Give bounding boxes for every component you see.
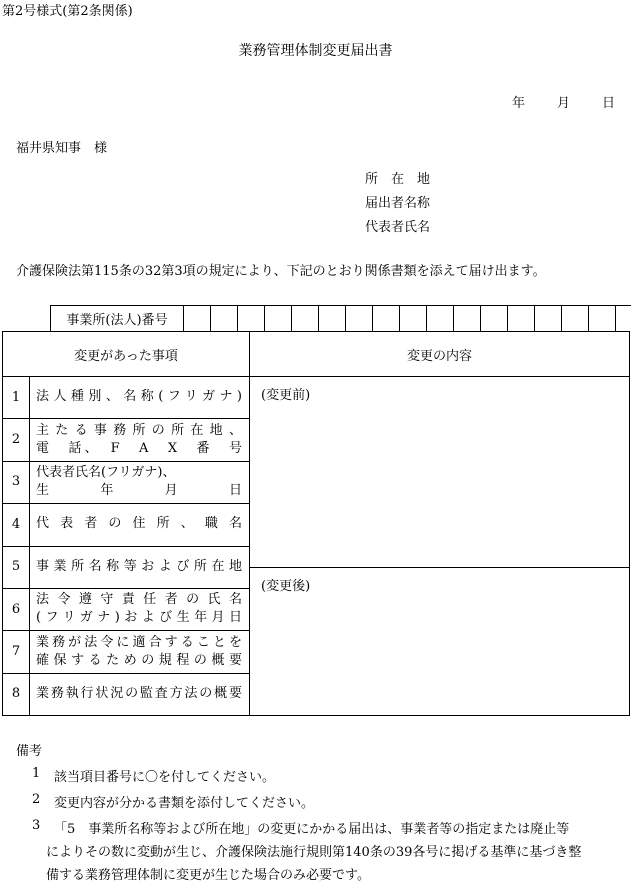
- before-change-label: (変更前): [261, 388, 311, 403]
- item-description-line: 事業所名称等および所在地: [36, 558, 242, 574]
- note-text: 「5 事業所名称等および所在地」の変更にかかる届出は、事業者等の指定または廃止等: [54, 822, 570, 837]
- item-description-line: 電 話、 F A X 番 号: [36, 440, 242, 456]
- note-number: 1: [32, 766, 41, 781]
- before-after-divider: [249, 567, 629, 568]
- item-number[interactable]: 3: [11, 474, 21, 490]
- office-number-digit-box[interactable]: [238, 306, 265, 331]
- office-number-label: 事業所(法人)番号: [51, 306, 184, 331]
- changed-item-row: [3, 588, 249, 630]
- office-number-digit-box[interactable]: [616, 306, 631, 331]
- changed-item-row: [3, 673, 249, 715]
- row-divider: [3, 418, 249, 419]
- office-number-digit-box[interactable]: [508, 306, 535, 331]
- change-table: [2, 331, 630, 716]
- item-description: [36, 503, 242, 545]
- note-text: 変更内容が分かる書類を添付してください。: [54, 796, 315, 811]
- before-change-field[interactable]: [250, 402, 628, 566]
- office-number-digit-box[interactable]: [589, 306, 616, 331]
- office-number-digit-box[interactable]: [211, 306, 238, 331]
- office-number-digit-box[interactable]: [562, 306, 589, 331]
- office-number-digit-box[interactable]: [535, 306, 562, 331]
- note-text: によりその数に変動が生じ、介護保険法施行規則第140条の39各号に掲げる基準に基づき整: [46, 845, 582, 860]
- date-year-label: 年: [512, 96, 526, 111]
- changed-item-header: 変更があった事項: [74, 348, 178, 364]
- after-change-label: (変更後): [261, 579, 311, 594]
- changed-item-row: [3, 418, 249, 460]
- item-number[interactable]: 8: [11, 686, 21, 702]
- addressee: 福井県知事 様: [16, 141, 108, 156]
- item-description: [36, 461, 242, 503]
- changed-item-row: [3, 546, 249, 588]
- office-number-row: [50, 305, 631, 331]
- page-title: 業務管理体制変更届出書: [238, 43, 393, 59]
- office-number-digit-box[interactable]: [454, 306, 481, 331]
- note-text: 該当項目番号に〇を付してください。: [54, 770, 276, 785]
- item-description-line: 代表者氏名(フリガナ)、: [36, 464, 176, 480]
- item-number[interactable]: 7: [11, 644, 21, 660]
- row-divider: [3, 503, 249, 504]
- row-divider: [3, 673, 249, 674]
- changed-item-row: [3, 630, 249, 672]
- item-number[interactable]: 4: [11, 516, 21, 532]
- after-change-field[interactable]: [250, 594, 628, 714]
- office-number-digit-box[interactable]: [292, 306, 319, 331]
- item-description: [36, 376, 242, 418]
- date-day-label: 日: [602, 96, 616, 111]
- row-divider: [3, 461, 249, 462]
- date-month-label: 月: [557, 96, 571, 111]
- note-number: 3: [32, 818, 41, 833]
- row-divider: [3, 588, 249, 589]
- item-description: [36, 418, 242, 460]
- item-description-line: 業務執行状況の監査方法の概要: [36, 685, 242, 701]
- statement: 介護保険法第115条の32第3項の規定により、下記のとおり関係書類を添えて届け出ます。: [16, 264, 546, 279]
- office-number-digit-box[interactable]: [265, 306, 292, 331]
- applicant-representative-label: 代表者氏名: [365, 220, 431, 235]
- item-description-line: 主たる事務所の所在地、: [36, 422, 242, 438]
- item-description: [36, 630, 242, 672]
- office-number-digit-box[interactable]: [346, 306, 373, 331]
- office-number-digit-box[interactable]: [184, 306, 211, 331]
- applicant-name-label: 届出者名称: [365, 196, 431, 211]
- item-description-line: 生 年 月 日: [36, 482, 242, 498]
- item-description: [36, 673, 242, 715]
- item-description-line: 法令遵守責任者の氏名: [36, 592, 242, 608]
- item-number[interactable]: 2: [11, 432, 21, 448]
- item-number[interactable]: 1: [11, 389, 21, 405]
- item-description-line: 法人種別、名称(フリガナ): [36, 389, 242, 405]
- changed-item-row: [3, 376, 249, 418]
- item-description-line: 確保するための規程の概要: [36, 652, 242, 668]
- item-description: [36, 588, 242, 630]
- office-number-digit-box[interactable]: [481, 306, 508, 331]
- row-divider: [3, 546, 249, 547]
- applicant-address-label: 所 在 地: [365, 172, 431, 187]
- item-number[interactable]: 6: [11, 601, 21, 617]
- notes-title: 備考: [16, 744, 43, 759]
- changed-item-row: [3, 461, 249, 503]
- office-number-digit-box[interactable]: [319, 306, 346, 331]
- item-description-line: 業務が法令に適合することを: [36, 634, 242, 650]
- row-divider: [3, 630, 249, 631]
- note-text: 備する業務管理体制に変更が生じた場合のみ必要です。: [46, 868, 370, 883]
- changed-item-row: [3, 503, 249, 545]
- change-content-header: 変更の内容: [406, 348, 472, 364]
- office-number-digit-box[interactable]: [373, 306, 400, 331]
- form-number: 第2号様式(第2条関係): [2, 4, 133, 19]
- note-number: 2: [32, 792, 41, 807]
- item-description: [36, 546, 242, 588]
- item-description-line: 代表者の住所、職名: [36, 516, 242, 532]
- item-description-line: (フリガナ)および生年月日: [36, 610, 242, 626]
- office-number-digit-box[interactable]: [427, 306, 454, 331]
- office-number-digit-box[interactable]: [400, 306, 427, 331]
- item-number[interactable]: 5: [11, 559, 21, 575]
